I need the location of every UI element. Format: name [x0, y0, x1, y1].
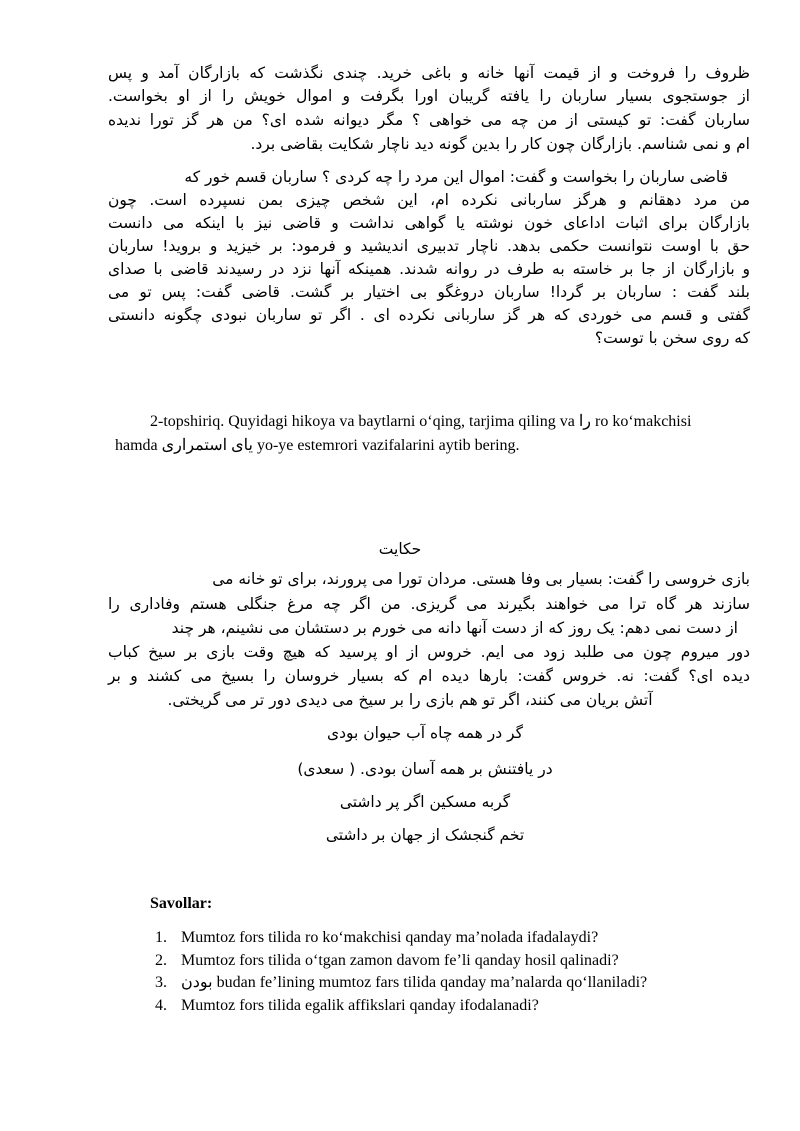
question-item	[155, 927, 647, 950]
question-text: Mumtoz fors tilida egalik affikslari qanday ifodalanadi?	[181, 996, 539, 1014]
story1-line: بازارگان برای اثبات اداعای خون نوشته یا گواهی نداشت و قاضی نیز با اینکه می دانست	[108, 214, 750, 232]
story1-line: از جوستجوی بسیار ساربان را یافته گریبان اورا بگرفت و اموال خویش را از او بخواست.	[108, 87, 750, 105]
story1-line: که روی سخن با توست؟	[594, 329, 750, 347]
story2-line: آتش بریان می کنند، اگر تو هم بازی را بر سیخ می دیدی دور تر می گریختی.	[167, 691, 653, 709]
story1-line: گفتی و قسم می خوردی که هر گز ساربانی نکرده ای . اگر تو ساربان نبودی چگونه دانستی	[108, 306, 750, 324]
question-number: 1.	[155, 929, 167, 946]
story1-line: بلند گفت : ساربان بر گردا! ساربان دروغگو بی اختیار بر گشت. قاضی گفت: پس تو می	[108, 283, 750, 301]
question-number: 4.	[155, 996, 167, 1014]
question-text: بودن budan fe’lining mumtoz fars tilida qanday ma’nalarda qo‘llaniladi?	[181, 974, 648, 991]
story1-line: حق با اوست نتوانست حکمی بدهد. ناچار تدبیری اندیشید و فرمود: بر خیزید و بروید! ساربان	[108, 237, 750, 255]
story2-line: سازند هر گاه ترا می خواهند بگیرند می گریزی. من اگر چه مرغ جنگلی هستم وفاداری را	[108, 595, 750, 613]
story1-line: من مرد دهقانم و هرگز ساربانی نکرده ام، این شخص چیزی بمن نسپرده است. چون	[108, 191, 750, 209]
story2-line: دیده ای؟ گفت: نه. خروس گفت: بارها دیده ام که بسیار خروسان را بسیخ می کشند و بر	[108, 667, 750, 685]
question-text: Mumtoz fors tilida ro ko‘makchisi qanday ma’nolada ifadalaydi?	[181, 929, 599, 946]
story2-line: از دست نمی دهم: یک روز که از دست آنها دانه می خورم بر دستشان می نشینم، هر چند	[171, 619, 738, 637]
questions-title: Savollar:	[150, 895, 213, 912]
question-number: 3.	[155, 974, 167, 991]
question-text: Mumtoz fors tilida o‘tgan zamon davom fe’li qanday hosil qalinadi?	[181, 951, 619, 969]
story1-line: و بازارگان از جا بر خاسته به طرف در روانه شدند. همینکه آنها نزد در رسیدند قاضی با صدای	[108, 260, 750, 278]
story2-line: دور میروم چون می طلبد زود می ایم. خروس از او پرسید که هیچ وقت بازی بر سیخ کباب	[108, 643, 750, 661]
question-item	[155, 972, 647, 995]
question-item	[155, 950, 647, 973]
task2-line: hamda یای استمراری yo-ye estemrori vazifalarini aytib bering.	[115, 437, 520, 454]
story2-title: حکایت	[378, 540, 422, 558]
story1-line: ظروف را فروخت و از قیمت آنها خانه و باغی خرید. چندی نگذشت که بازارگان آمد و پس	[108, 64, 750, 82]
poem-line: گر در همه چاه آب حیوان بودی	[327, 724, 523, 742]
question-number: 2.	[155, 951, 167, 969]
task2-line: 2-topshiriq. Quyidagi hikoya va baytlarni o‘qing, tarjima qiling va را ro ko‘makchisi	[150, 413, 692, 430]
questions-list	[155, 927, 647, 1017]
question-item	[155, 995, 647, 1018]
story2-line: بازی خروسی را گفت: بسیار بی وفا هستی. مردان تورا می پرورند، برای تو خانه می	[212, 570, 750, 588]
poem-line: در یافتنش بر همه آسان بودی. ( سعدی)	[297, 760, 553, 778]
story1-line: ام و نمی شناسم. بازارگان چون کار را بدین گونه دید ناچار شکایت بقاضی برد.	[250, 135, 750, 153]
poem-line: گربه مسکین اگر پر داشتی	[339, 793, 511, 811]
story1-line: قاضی ساربان را بخواست و گفت: اموال این مرد را چه کردی ؟ ساربان قسم خور که	[184, 168, 728, 186]
poem-line: تخم گنجشک از جهان بر داشتی	[325, 826, 525, 844]
story1-line: ساربان گفت: تو کیستی از من چه می خواهی ؟ مگر دیوانه شده ای؟ من هر گز تورا ندیده	[108, 111, 750, 129]
